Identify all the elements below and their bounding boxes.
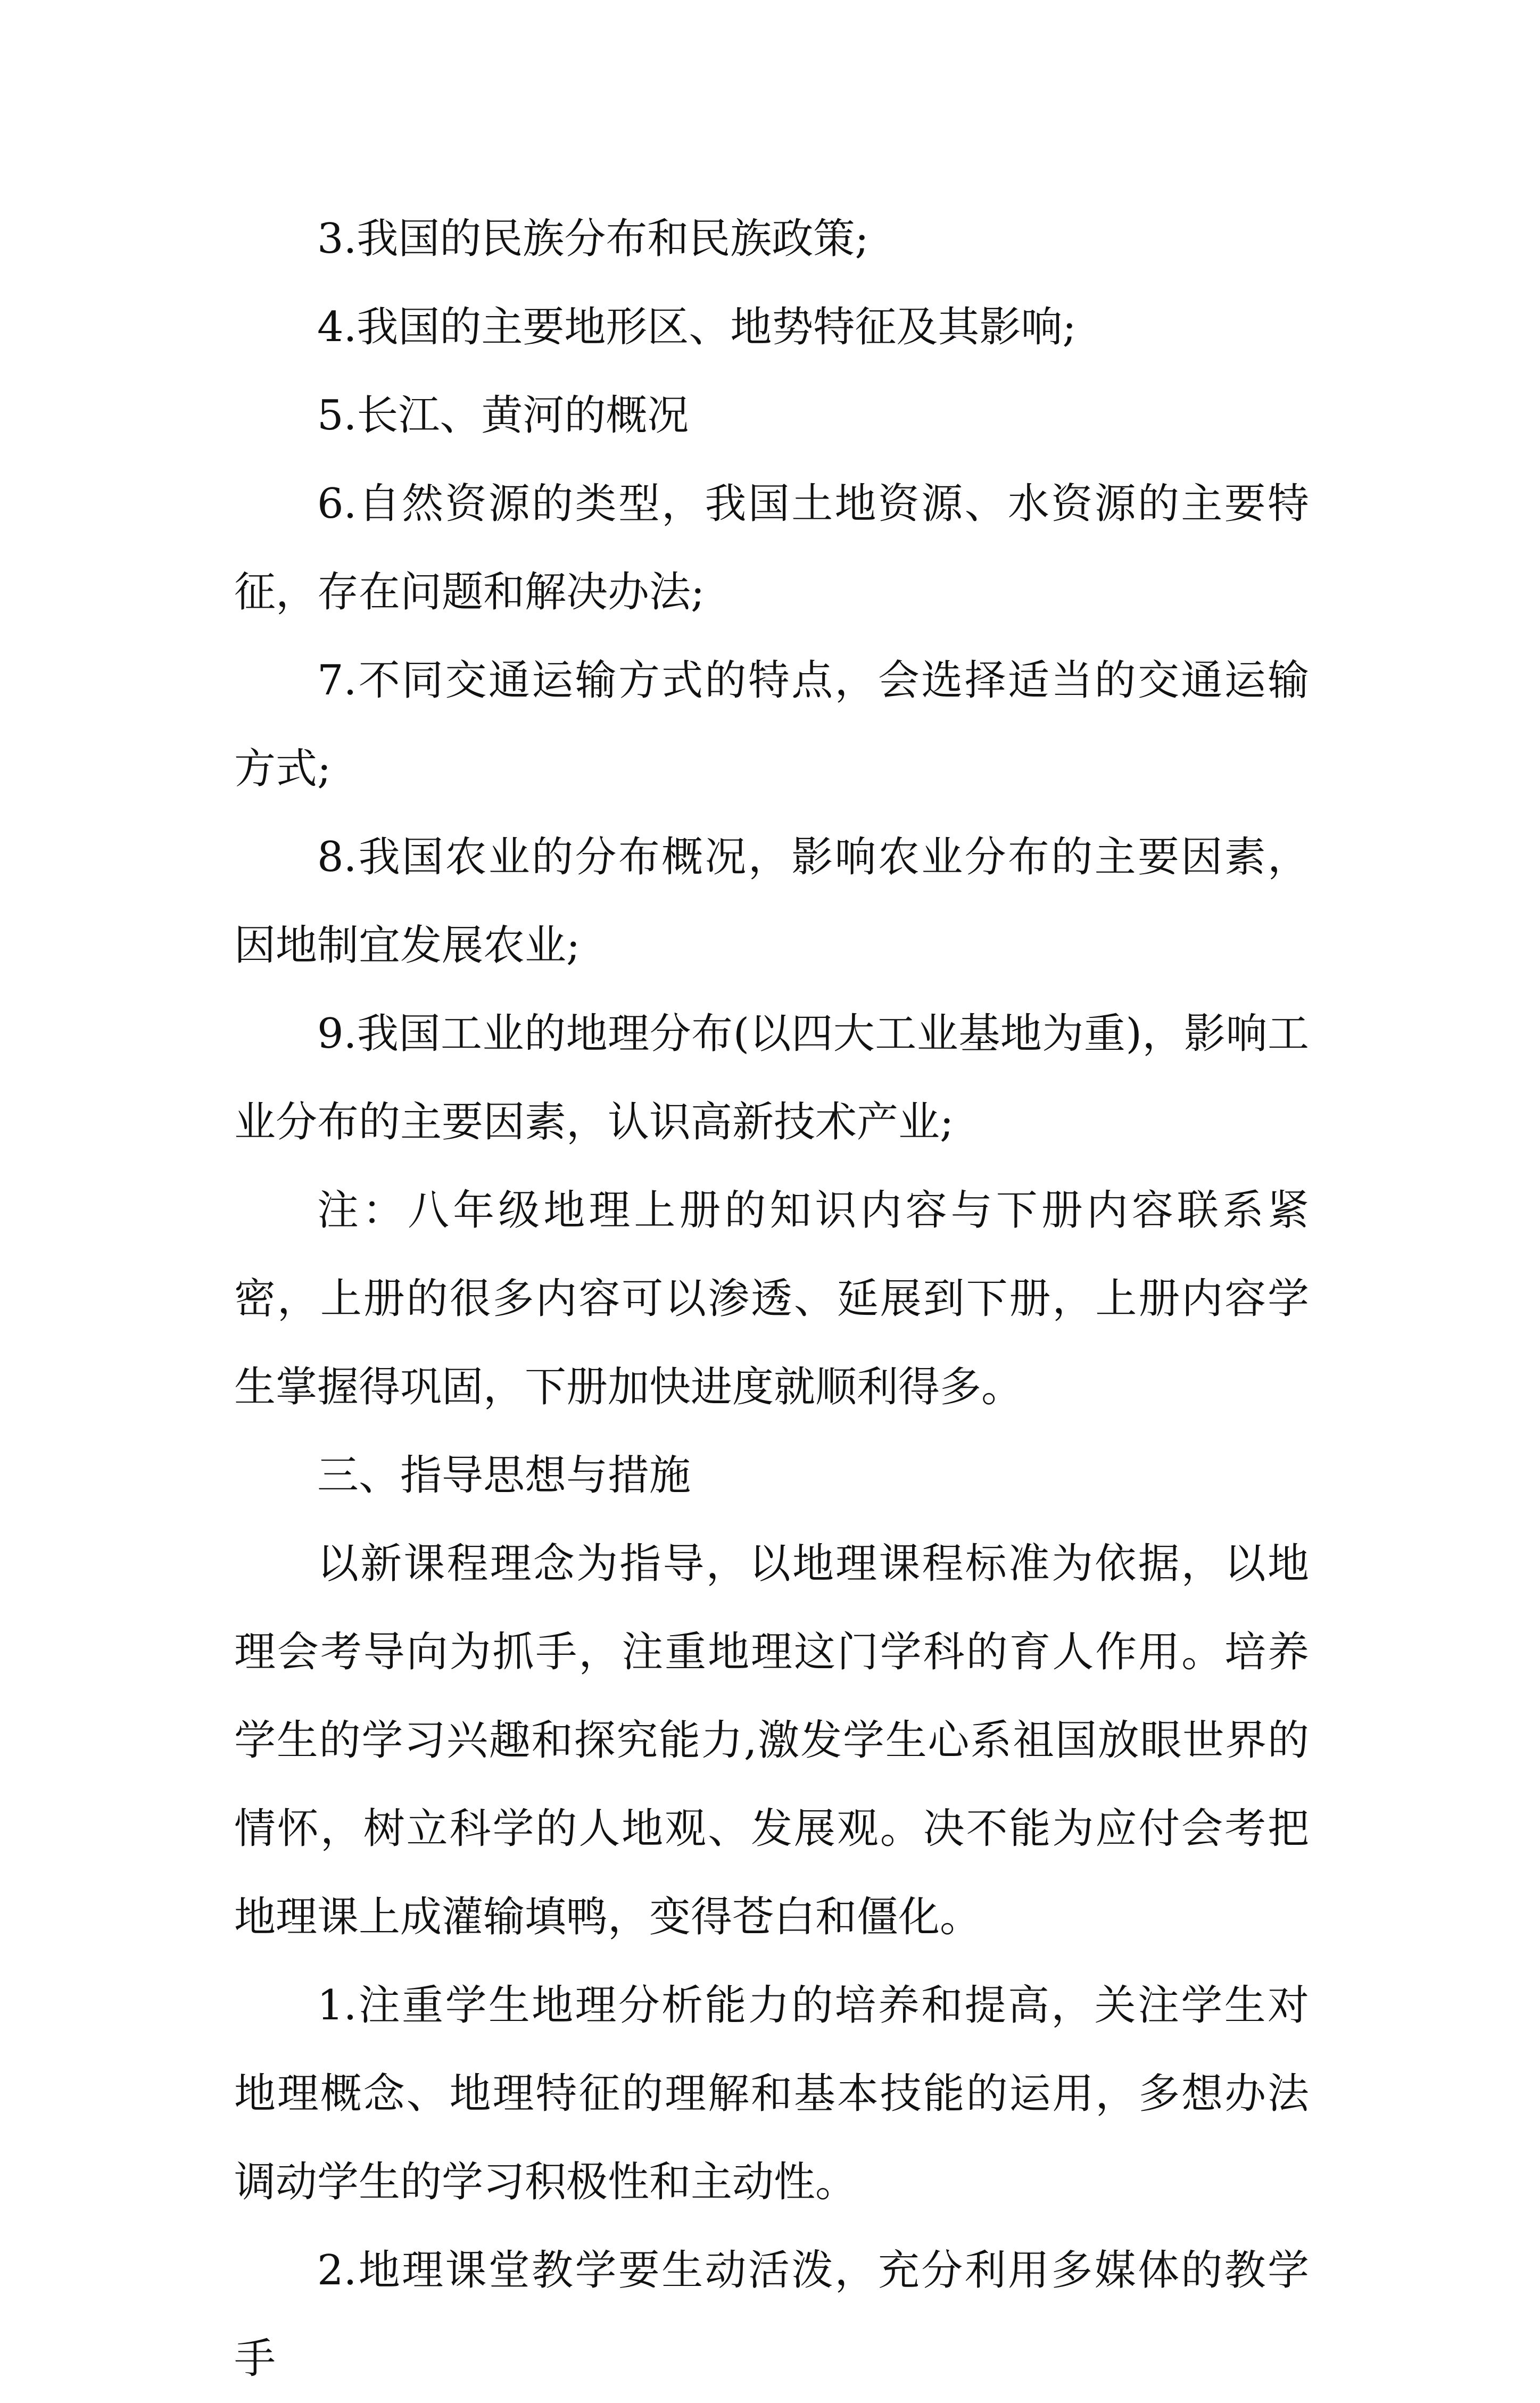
list-item-transportation: 7.不同交通运输方式的特点，会选择适当的交通运输方式; [234, 657, 1309, 793]
list-item-natural-resources: 6.自然资源的类型，我国土地资源、水资源的主要特征，存在问题和解决办法; [234, 480, 1309, 616]
list-item-terrain: 4.我国的主要地形区、地势特征及其影响; [317, 303, 1077, 351]
measure-item-analysis: 1.注重学生地理分析能力的培养和提高，关注学生对地理概念、地理特征的理解和基本技能的运用，多想办法调动学生的学习积极性和主动性。 [234, 1982, 1309, 2206]
section-heading: 三、指导思想与措施 [317, 1452, 691, 1499]
list-item-national-distribution: 3.我国的民族分布和民族政策; [317, 215, 869, 263]
list-item-industry: 9.我国工业的地理分布(以四大工业基地为重)，影响工业分布的主要因素，认识高新技术产业; [234, 1010, 1309, 1146]
list-item-rivers: 5.长江、黄河的概况 [317, 392, 689, 440]
measure-item-classroom: 2.地理课堂教学要生动活泼，充分利用多媒体的教学手 [234, 2247, 1309, 2383]
note-paragraph: 注：八年级地理上册的知识内容与下册内容联系紧密，上册的很多内容可以渗透、延展到下册，上册内容学生掌握得巩固，下册加快进度就顺利得多。 [234, 1187, 1309, 1411]
list-item-agriculture: 8.我国农业的分布概况，影响农业分布的主要因素，因地制宜发展农业; [234, 833, 1309, 970]
document-body [234, 195, 1309, 2403]
guiding-ideology-paragraph: 以新课程理念为指导，以地理课程标准为依据，以地理会考导向为抓手，注重地理这门学科的育人作用。培养学生的学习兴趣和探究能力,激发学生心系祖国放眼世界的情怀，树立科学的人地观、发展观。决不能为应付会考把地理课上成灌输填鸭，变得苍白和僵化。 [234, 1540, 1309, 1941]
